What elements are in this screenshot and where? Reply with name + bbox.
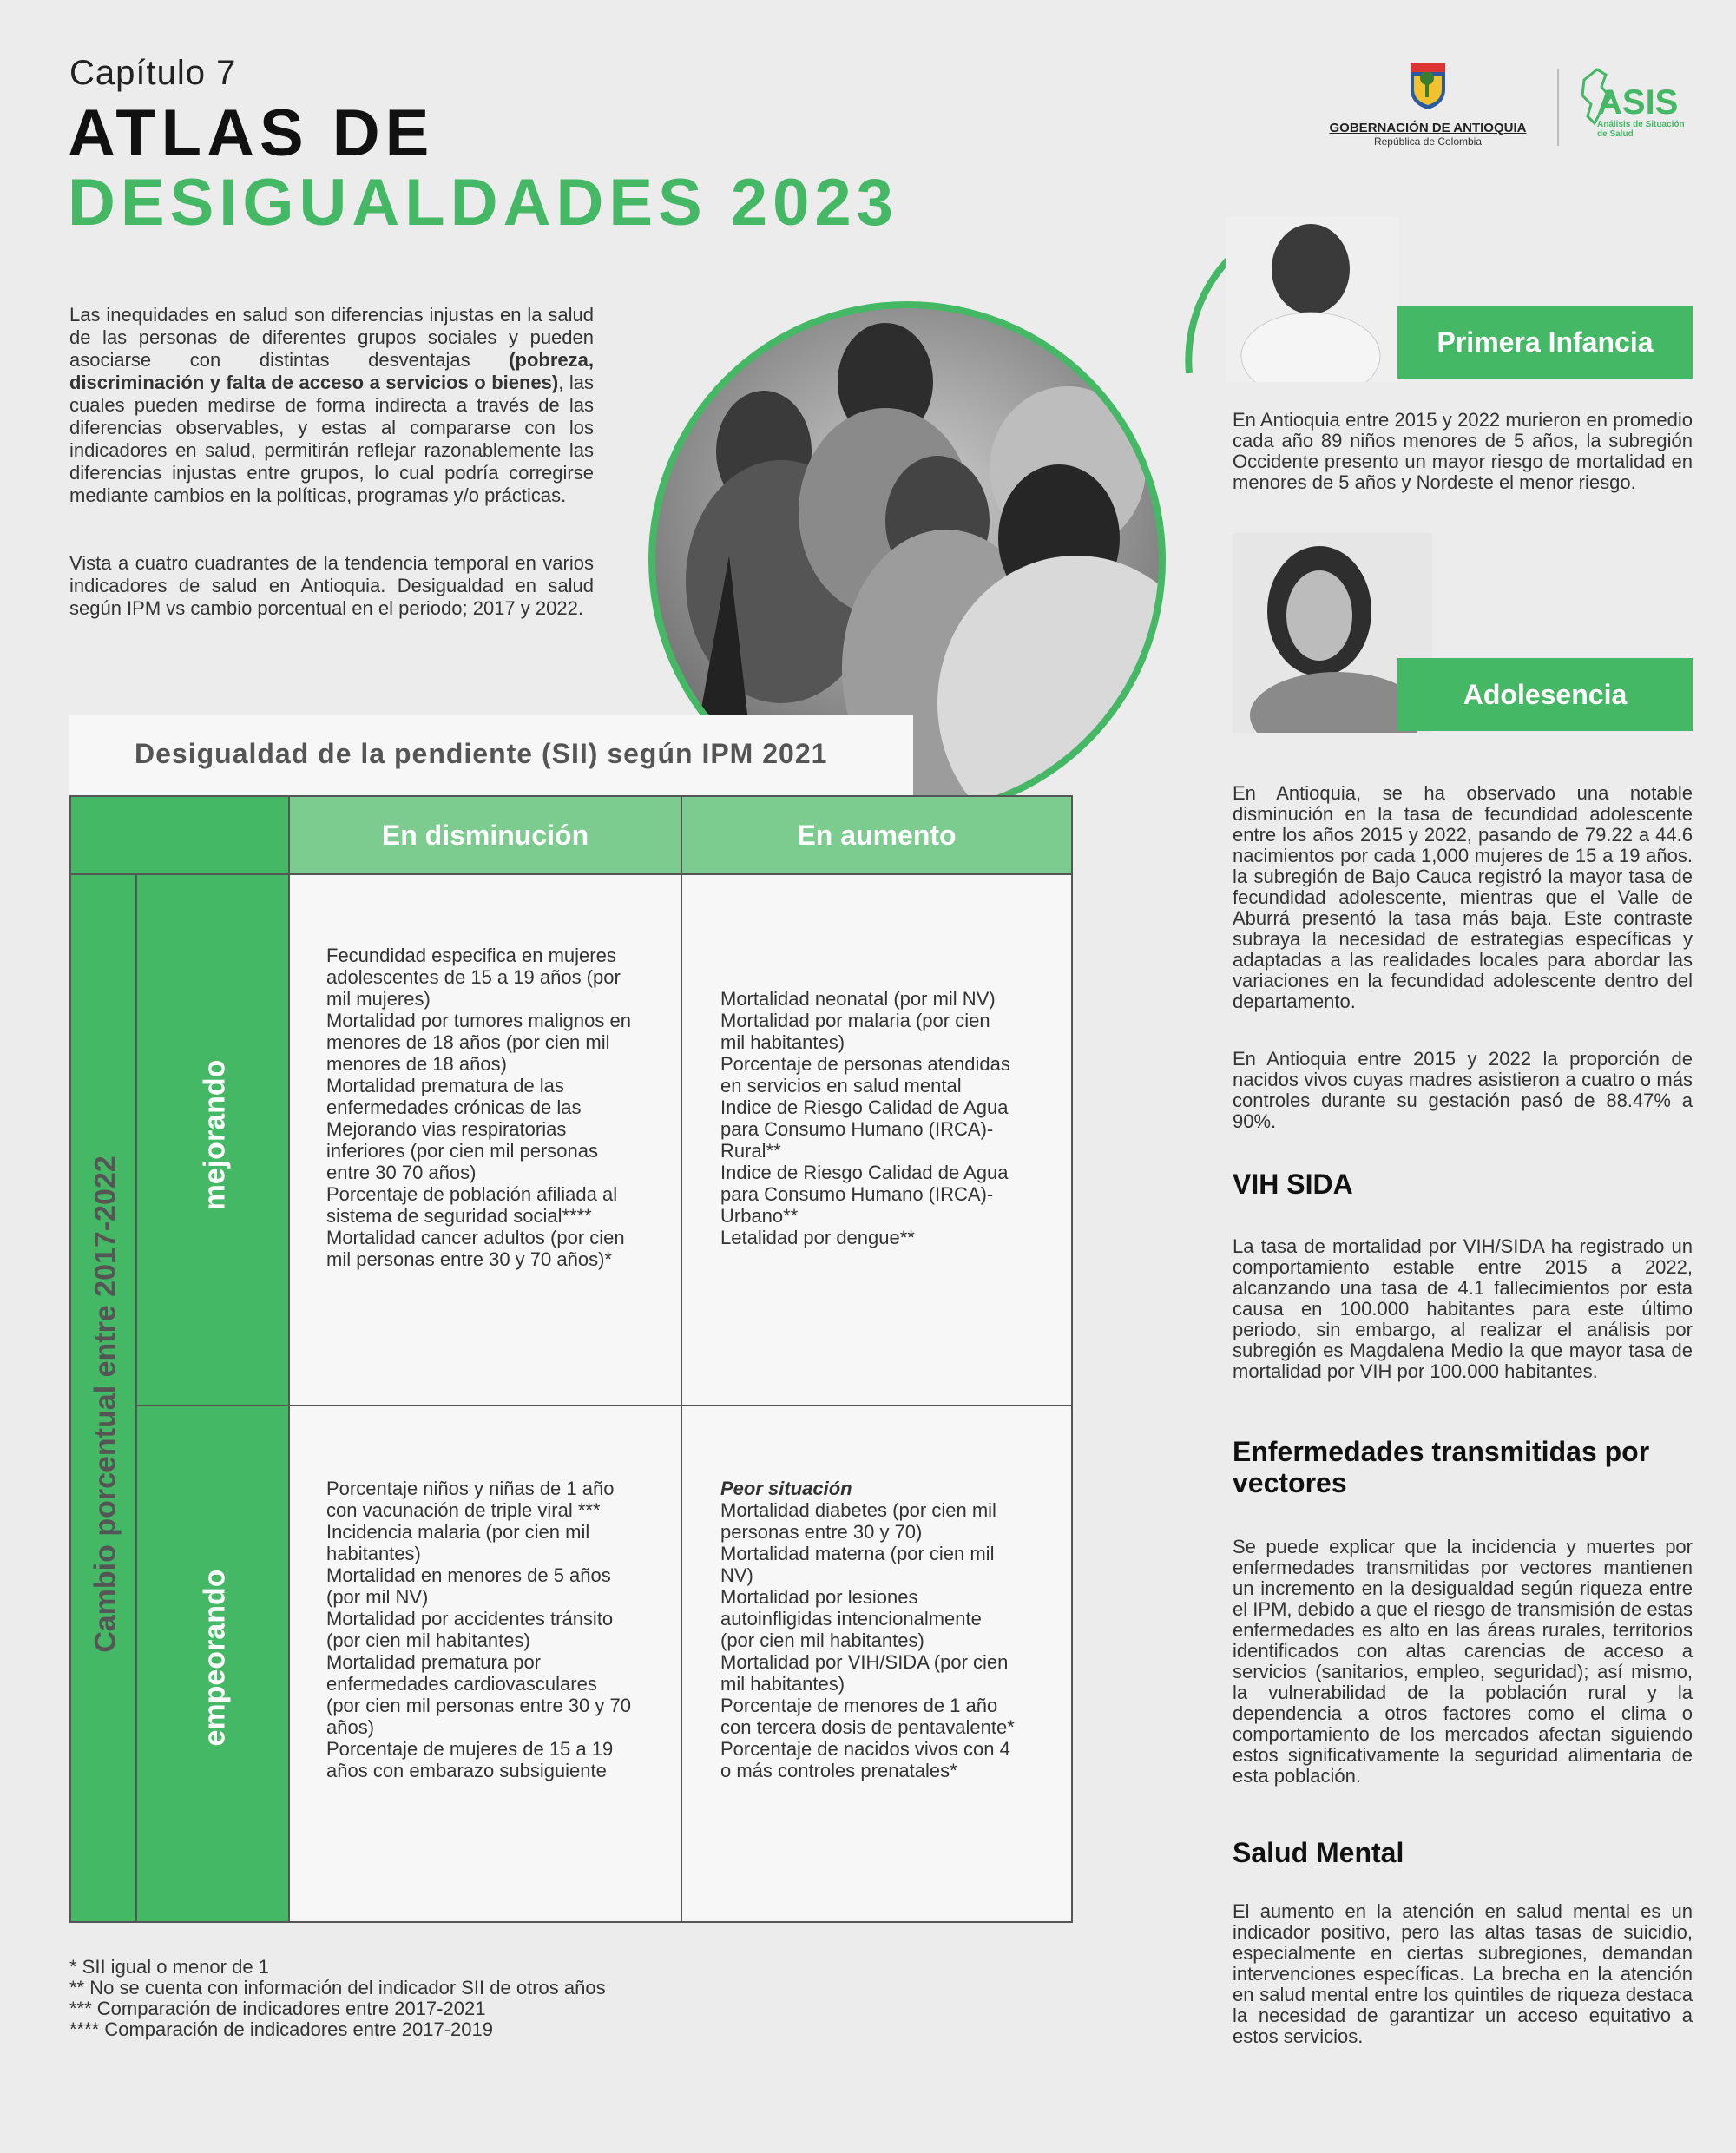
quadrant-text: Mortalidad diabetes (por cien mil personas entre 30 y 70) Mortalidad materna (por cien mil NV) Mortalidad por lesiones autoinfligidas intencionalmente (por cien mil habitantes) Mortalidad por VIH/SIDA (por cien mil habitantes) Porcentaje de menores de 1 año con tercera dosis de pentavalente* Porcentaje de nacidos vivos con 4 o más controles prenatales*: [720, 1499, 1015, 1781]
quadrant-worsening-increase: [681, 1405, 1073, 1923]
quadrant-improving-increase: [681, 873, 1073, 1406]
footnote: **** Comparación de indicadores entre 2017-2019: [69, 2018, 493, 2040]
footnote: ** No se cuenta con información del indicador SII de otros años: [69, 1977, 606, 1998]
row-label-improving-cell: [135, 873, 290, 1406]
quadrant-text: Fecundidad especifica en mujeres adolescentes de 15 a 19 años (por mil mujeres) Mortalidad por tumores malignos en menores de 18 años (por cien mil menores de 18 años) Mortalidad prematura de las enfermedades crónicas de las Mejorando vias respiratorias inferiores (por cien mil personas entre 30 70 años) Porcentaje de población afiliada al sistema de seguridad social**** Mortalidad cancer adultos (por cien mil personas entre 30 y 70 años)*: [326, 945, 631, 1270]
intro-paragraph-1: Las inequidades en salud son diferencias injustas en la salud de las personas de diferentes grupos sociales y pueden asociarse con distintas desventajas (pobreza, discriminación y falta de acceso a servicios o bienes), las cuales pueden medirse de forma indirecta a través de las diferencias observables, y estas al compararse con los indicadores en salud, permitirán reflejar razonablemente las diferencias injustas entre grupos, lo cual podría corregirse mediante cambios en la políticas, programas y/o prácticas.: [69, 304, 594, 506]
adolescencia-text-1: En Antioquia, se ha observado una notable disminución en la tasa de fecundidad adolescente entre los años 2015 y 2022, pasando de 79.22 a 44.6 nacimientos por cada 1,000 mujeres de 15 a 19 años. la subregión de Bajo Cauca registró la mayor tasa de fecundidad adolescente, mientras que el Valle de Aburrá presentó la tasa más baja. Este contraste subraya la necesidad de estrategias específicas y adaptadas a las realidades locales para abordar las variaciones en la fecundidad adolescente dentro del departamento.: [1233, 782, 1693, 1012]
quadrant-improving-decrease: [288, 873, 682, 1406]
primera-infancia-text: En Antioquia entre 2015 y 2022 murieron en promedio cada año 89 niños menores de 5 años, la subregión Occidente presento un mayor riesgo de mortalidad en menores de 5 años y Nordeste el menor riesgo.: [1233, 409, 1693, 493]
gobernacion-country: República de Colombia: [1373, 135, 1483, 148]
page-title-line1: ATLAS DE: [68, 96, 435, 170]
row-axis-label: Cambio porcentual entre 2017-2022: [89, 1156, 122, 1653]
salud-mental-heading: Salud Mental: [1233, 1837, 1404, 1868]
primera-infancia-band: Primera Infancia: [1397, 306, 1693, 379]
footnote: *** Comparación de indicadores entre 2017-2021: [69, 1998, 486, 2019]
adolescencia-text-2: En Antioquia entre 2015 y 2022 la proporción de nacidos vivos cuyas madres asistieron a cuatro o más controles durante su gestación pasó de 88.47% a 90%.: [1233, 1048, 1693, 1132]
adolescencia-band: Adolesencia: [1397, 658, 1693, 731]
vih-heading: VIH SIDA: [1233, 1169, 1353, 1200]
chapter-label: Capítulo 7: [69, 54, 237, 92]
table-title: Desigualdad de la pendiente (SII) según IPM 2021: [135, 738, 828, 769]
col-header-increase: En aumento: [681, 795, 1073, 875]
footnote: * SII igual o menor de 1: [69, 1956, 269, 1978]
asis-name: ASIS: [1597, 83, 1679, 122]
page-title-line2: DESIGUALDADES 2023: [68, 166, 898, 240]
quadrant-worsening-decrease: [288, 1405, 682, 1923]
gobernacion-name: GOBERNACIÓN DE ANTIOQUIA: [1329, 121, 1527, 135]
etv-heading: Enfermedades transmitidas por vectores: [1233, 1436, 1650, 1498]
quadrant-subheading: Peor situación: [720, 1478, 852, 1499]
salud-mental-text: El aumento en la atención en salud mental es un indicador positivo, pero las altas tasas de suicidio, especialmente en ciertas subregiones, demandan intervenciones específicas. La brecha en la atención en salud mental entre los quintiles de riqueza destaca la necesidad de garantizar un acceso equitativo a estos servicios.: [1233, 1900, 1693, 2047]
etv-text: Se puede explicar que la incidencia y muertes por enfermedades transmitidas por vectores mantienen un incremento en la desigualdad según riqueza entre el IPM, debido a que el riesgo de transmisión de estas enfermedades es alto en las áreas rurales, territorios identificados con altas carencias de acceso a servicios (sanitarios, empleo, seguridad); así mismo, la vulnerabilidad de la población rural y la dependencia a otros factores como el clima o comportamiento de los mercados afectan siguiendo estos significativamente la seguridad alimentaria de esta población.: [1233, 1536, 1693, 1787]
coat-of-arms-icon: [1406, 59, 1450, 111]
col-header-decrease: En disminución: [288, 795, 682, 875]
row-label-worsening: empeorando: [198, 1569, 232, 1747]
gobernacion-logo: [1328, 59, 1528, 155]
asis-subtitle: Análisis de Situación de Salud: [1597, 120, 1685, 139]
row-label-worsening-cell: [135, 1405, 290, 1923]
table-corner: [69, 795, 290, 875]
child-photo: [1172, 208, 1432, 382]
vih-text: La tasa de mortalidad por VIH/SIDA ha registrado un comportamiento estable entre 2015 a 2022, alcanzando una tasa de 4.1 fallecimientos por esta causa en 100.000 habitantes para este último periodo, sin embargo, al realizar el análisis por subregión es Magdalena Medio la que mayor tasa de mortalidad por VIH por 100.000 habitantes.: [1233, 1235, 1693, 1382]
quadrant-text: Porcentaje niños y niñas de 1 año con vacunación de triple viral *** Incidencia malaria (por cien mil habitantes) Mortalidad en menores de 5 años (por mil NV) Mortalidad por accidentes tránsito (por cien mil habitantes) Mortalidad prematura por enfermedades cardiovasculares (por cien mil personas entre 30 y 70 años) Porcentaje de mujeres de 15 a 19 años con embarazo subsiguiente: [326, 1478, 631, 1781]
intro-paragraph-2: Vista a cuatro cuadrantes de la tendencia temporal en varios indicadores de salud en Antioquia. Desigualdad en salud según IPM vs cambio porcentual en el periodo; 2017 y 2022.: [69, 552, 594, 619]
logo-divider: [1557, 69, 1559, 146]
quadrant-text: Mortalidad neonatal (por mil NV) Mortalidad por malaria (por cien mil habitantes) Porcentaje de personas atendidas en servicios en salud mental Indice de Riesgo Calidad de Agua para Consumo Humano (IRCA)- Rural** Indice de Riesgo Calidad de Agua para Consumo Humano (IRCA)- Urbano** Letalidad por dengue**: [720, 988, 1010, 1248]
quadrant-table: [69, 795, 1069, 1920]
row-axis-cell: [69, 873, 137, 1923]
row-label-improving: mejorando: [198, 1059, 232, 1211]
